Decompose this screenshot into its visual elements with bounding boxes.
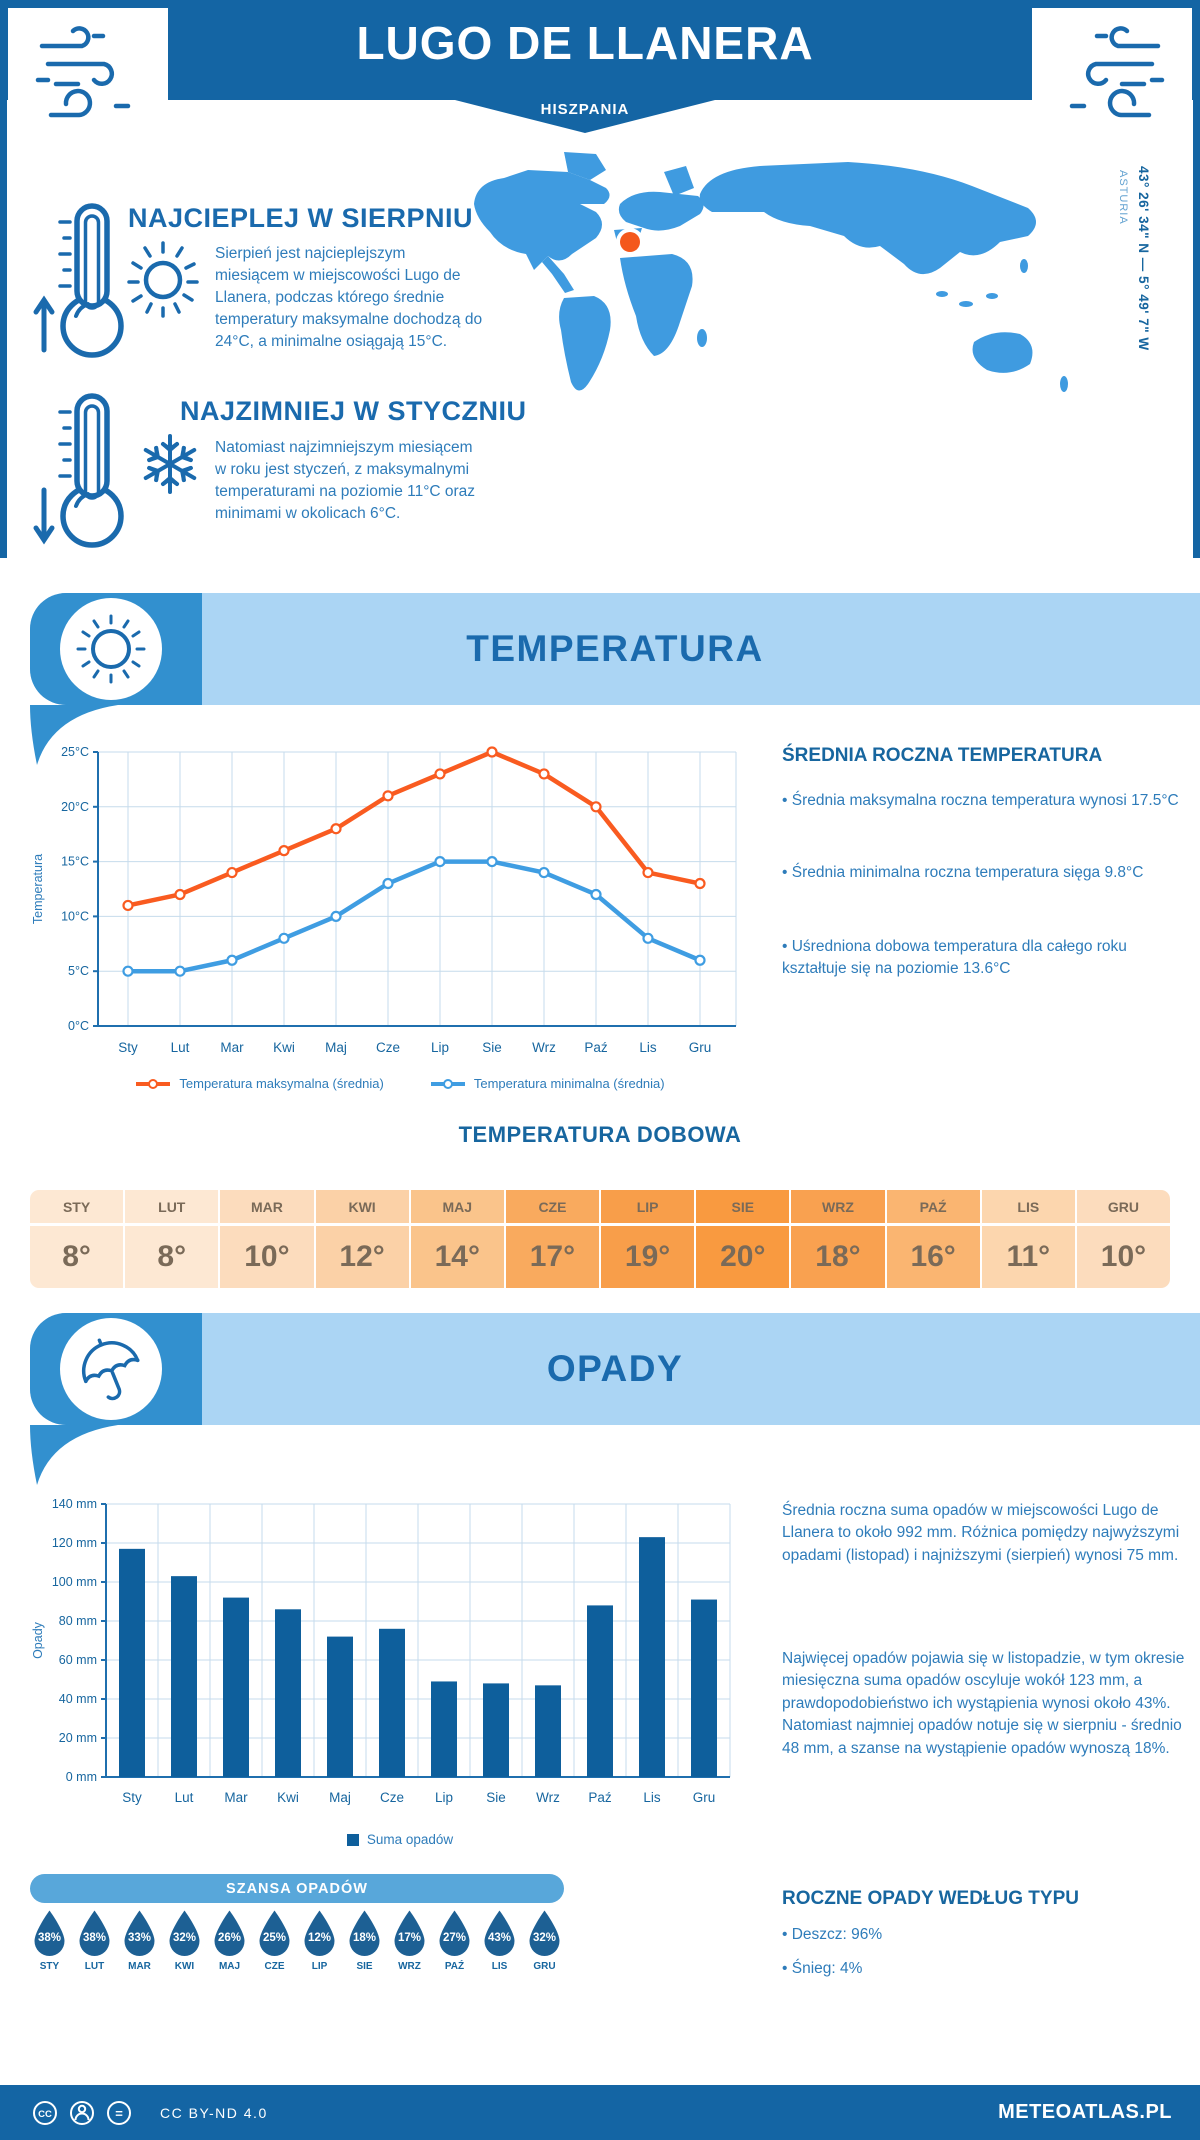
wind-icon (32, 16, 144, 120)
svg-text:Sie: Sie (482, 1040, 502, 1055)
chance-month: LIP (311, 1961, 328, 1972)
wind-icon (1056, 16, 1168, 120)
max-line-marker (135, 1078, 171, 1090)
daily-temp-column (316, 1190, 411, 1288)
svg-text:80 mm: 80 mm (58, 1614, 97, 1628)
svg-text:Gru: Gru (688, 1040, 712, 1055)
daily-temp-column (982, 1190, 1077, 1288)
svg-text:Paź: Paź (588, 1790, 612, 1805)
umbrella-badge (60, 1318, 162, 1420)
daily-temp-month: LUT (125, 1190, 218, 1226)
legend-item-min (430, 1076, 665, 1091)
brand-link[interactable]: METEOATLAS.PL (998, 2101, 1172, 2123)
svg-text:Lip: Lip (430, 1040, 450, 1055)
svg-text:0 mm: 0 mm (65, 1770, 97, 1784)
sun-badge (60, 598, 162, 700)
footer-bar (0, 2085, 1200, 2140)
chance-droplet (117, 1909, 162, 1972)
temperature-banner (30, 593, 1200, 705)
annual-temp-bullet: • Średnia minimalna roczna temperatura sięga 9.8°C (782, 864, 1144, 881)
svg-text:Opady: Opady (31, 1622, 45, 1659)
chance-month: MAJ (218, 1961, 241, 1972)
daily-temp-value: 10° (1100, 1240, 1147, 1273)
daily-temp-month: LIS (982, 1190, 1075, 1226)
chance-month: WRZ (398, 1961, 421, 1972)
svg-text:5°C: 5°C (68, 964, 89, 979)
wind-icon-right-box (1032, 8, 1192, 128)
svg-text:Maj: Maj (329, 1790, 351, 1805)
precip-type-heading: ROCZNE OPADY WEDŁUG TYPU (782, 1888, 1079, 1909)
svg-text:Mar: Mar (220, 1040, 244, 1055)
chance-droplet (522, 1909, 567, 1972)
daily-temp-value: 16° (910, 1240, 956, 1273)
svg-text:Wrz: Wrz (536, 1790, 560, 1805)
daily-temp-column (220, 1190, 315, 1288)
banner-tail (30, 1425, 126, 1487)
daily-temp-value: 14° (434, 1240, 480, 1273)
creative-commons-icons (30, 2098, 142, 2128)
svg-text:Lis: Lis (639, 1040, 657, 1055)
country-label: HISZPANIA (540, 101, 630, 118)
chance-month: MAR (128, 1961, 151, 1972)
chance-month: SIE (356, 1961, 373, 1972)
precipitation-bar-chart (28, 1486, 768, 1836)
warmest-heading: NAJCIEPLEJ W SIERPNIU (128, 203, 474, 233)
daily-temp-column (1077, 1190, 1170, 1288)
chance-droplet (27, 1909, 72, 1972)
chance-month: LUT (84, 1961, 105, 1972)
world-map (468, 146, 1108, 431)
snowflake-icon (138, 432, 202, 496)
svg-text:Lis: Lis (643, 1790, 661, 1805)
daily-temp-value: 11° (1006, 1240, 1051, 1273)
daily-temp-month: LIP (601, 1190, 694, 1226)
chance-month: PAŹ (444, 1961, 465, 1972)
daily-temp-month: MAR (220, 1190, 313, 1226)
precip-type-rain: • Deszcz: 96% (782, 1926, 883, 1943)
svg-text:20°C: 20°C (61, 799, 89, 814)
svg-text:25°C: 25°C (61, 745, 89, 759)
chance-droplet (387, 1909, 432, 1972)
chance-droplets-row (27, 1909, 567, 1972)
daily-temp-month: GRU (1077, 1190, 1170, 1226)
temperature-line-chart (28, 737, 768, 1082)
chance-month: KWI (174, 1961, 195, 1972)
chance-droplet (252, 1909, 297, 1972)
precipitation-legend (30, 1832, 770, 1847)
chance-droplet (72, 1909, 117, 1972)
svg-text:Sty: Sty (122, 1790, 142, 1805)
svg-text:Kwi: Kwi (273, 1040, 295, 1055)
daily-temp-month: PAŹ (887, 1190, 980, 1226)
page-title: LUGO DE LLANERA (356, 17, 814, 69)
temperature-legend (30, 1076, 770, 1091)
coordinates-label: 43° 26' 34" N — 5° 49' 7" W (1136, 166, 1151, 351)
svg-text:100 mm: 100 mm (51, 1575, 97, 1589)
chance-droplet (297, 1909, 342, 1972)
daily-temp-column (887, 1190, 982, 1288)
daily-temp-column (601, 1190, 696, 1288)
chance-percent: 38% (82, 1932, 107, 1944)
coldest-text: Natomiast najzimniejszym miesiącem w roku jest styczeń, z maksymalnymi temperaturami na poziomie 11°C oraz minimami w okolicach 6°C. (215, 439, 476, 522)
svg-text:Cze: Cze (375, 1040, 401, 1055)
svg-text:Lut: Lut (174, 1790, 194, 1805)
svg-text:CC: CC (38, 2108, 52, 2120)
svg-text:15°C: 15°C (61, 854, 89, 869)
chance-percent: 12% (307, 1932, 332, 1944)
min-line-marker (430, 1078, 466, 1090)
daily-temp-heading: TEMPERATURA DOBOWA (458, 1122, 742, 1147)
daily-temp-value: 20° (720, 1240, 766, 1273)
legend-item-sum (347, 1832, 453, 1847)
chance-month: LIS (491, 1961, 508, 1972)
svg-text:Lip: Lip (434, 1790, 454, 1805)
chance-percent: 26% (217, 1932, 242, 1944)
daily-temp-column (506, 1190, 601, 1288)
precipitation-banner (30, 1313, 1200, 1425)
chance-heading-pill: SZANSA OPADÓW (30, 1874, 564, 1903)
daily-temp-month: WRZ (791, 1190, 884, 1226)
precipitation-banner-title: OPADY (546, 1348, 684, 1389)
thermometer-up-icon (30, 200, 138, 368)
svg-text:Paź: Paź (584, 1040, 608, 1055)
chance-percent: 27% (442, 1932, 467, 1944)
daily-temp-month: CZE (506, 1190, 599, 1226)
daily-temp-month: STY (30, 1190, 123, 1226)
daily-temp-month: MAJ (411, 1190, 504, 1226)
annual-temp-heading: ŚREDNIA ROCZNA TEMPERATURA (782, 745, 1103, 766)
umbrella-icon (75, 1333, 147, 1405)
sun-icon (124, 238, 202, 320)
chance-percent: 32% (532, 1932, 557, 1944)
chance-droplet (342, 1909, 387, 1972)
chance-droplet (477, 1909, 522, 1972)
legend-max-label: Temperatura maksymalna (średnia) (179, 1076, 384, 1091)
chance-percent: 18% (352, 1932, 377, 1944)
svg-text:Sty: Sty (118, 1040, 138, 1055)
svg-text:10°C: 10°C (61, 909, 89, 924)
annual-temp-bullet: • Uśredniona dobowa temperatura dla całego roku kształtuje się na poziomie 13.6°C (782, 938, 1127, 978)
daily-temp-table (30, 1190, 1170, 1288)
chance-month: STY (39, 1961, 60, 1972)
chance-percent: 33% (127, 1932, 152, 1944)
svg-text:40 mm: 40 mm (58, 1692, 97, 1706)
daily-temp-column (791, 1190, 886, 1288)
svg-text:Gru: Gru (692, 1790, 716, 1805)
daily-temp-value: 18° (815, 1240, 861, 1273)
daily-temp-value: 17° (529, 1240, 576, 1273)
svg-text:0°C: 0°C (68, 1019, 89, 1033)
license-label: CC BY-ND 4.0 (160, 2104, 268, 2121)
daily-temp-value: 10° (244, 1240, 290, 1273)
chance-droplet (207, 1909, 252, 1972)
bar-legend-swatch (347, 1834, 359, 1846)
svg-text:20 mm: 20 mm (58, 1731, 97, 1745)
chance-month: CZE (264, 1961, 285, 1972)
chance-percent: 43% (487, 1932, 512, 1944)
chance-percent: 38% (37, 1932, 62, 1944)
daily-temp-column (125, 1190, 220, 1288)
chance-percent: 25% (262, 1932, 287, 1944)
legend-min-label: Temperatura minimalna (średnia) (473, 1076, 665, 1091)
sun-icon (75, 613, 147, 685)
daily-temp-value: 8° (62, 1240, 91, 1273)
daily-temp-column (696, 1190, 791, 1288)
annual-temp-bullet: • Średnia maksymalna roczna temperatura wynosi 17.5°C (782, 792, 1179, 809)
thermometer-down-icon (30, 390, 138, 558)
daily-temp-column (30, 1190, 125, 1288)
daily-temp-month: KWI (316, 1190, 409, 1226)
chance-droplet (162, 1909, 207, 1972)
svg-text:Lut: Lut (170, 1040, 190, 1055)
chance-percent: 17% (397, 1932, 422, 1944)
svg-text:Cze: Cze (379, 1790, 405, 1805)
precip-paragraph-1: Średnia roczna suma opadów w miejscowości Lugo de Llanera to około 992 mm. Różnica pomiędzy najwyższymi opadami (listopad) i najniższymi (sierpień) wynosi 75 mm. (782, 1502, 1180, 1564)
chance-droplet (432, 1909, 477, 1972)
precip-type-snow: • Śnieg: 4% (782, 1960, 863, 1977)
temperature-banner-title: TEMPERATURA (466, 628, 764, 669)
daily-temp-column (411, 1190, 506, 1288)
daily-temp-value: 12° (339, 1240, 385, 1273)
daily-temp-value: 8° (157, 1240, 187, 1273)
svg-text:Temperatura: Temperatura (31, 853, 45, 925)
location-marker (616, 228, 644, 256)
daily-temp-month: SIE (696, 1190, 789, 1226)
bar-legend-label: Suma opadów (366, 1832, 454, 1847)
warmest-text: Sierpień jest najcieplejszym miesiącem w miejscowości Lugo de Llanera, podczas którego średnie temperatury maksymalne dochodzą do 24°C, a minimalne osiągają 15°C. (215, 245, 483, 350)
svg-text:60 mm: 60 mm (58, 1653, 97, 1667)
svg-text:120 mm: 120 mm (51, 1536, 97, 1550)
svg-text:Kwi: Kwi (277, 1790, 299, 1805)
chance-month: GRU (533, 1961, 556, 1972)
coldest-heading: NAJZIMNIEJ W STYCZNIU (180, 396, 527, 426)
svg-text:Wrz: Wrz (532, 1040, 556, 1055)
precip-paragraph-2: Najwięcej opadów pojawia się w listopadzie, w tym okresie miesięczna suma opadów oscyluje wokół 123 mm, a prawdopodobieństwo ich wystąpienia wynosi około 43%. Natomiast najmniej opadów notuje się w sierpniu - średnio 48 mm, a szanse na wystąpienie opadów wynoszą 18%. (782, 1650, 1185, 1757)
wind-icon-left-box (8, 8, 168, 128)
legend-item-max (135, 1076, 383, 1091)
svg-text:Maj: Maj (325, 1040, 347, 1055)
svg-text:140 mm: 140 mm (51, 1497, 97, 1511)
daily-temp-value: 19° (624, 1240, 671, 1273)
svg-text:Mar: Mar (224, 1790, 248, 1805)
region-label: ASTURIA (1117, 170, 1129, 225)
chance-percent: 32% (172, 1932, 197, 1944)
svg-text:=: = (115, 2105, 123, 2121)
svg-text:Sie: Sie (486, 1790, 506, 1805)
